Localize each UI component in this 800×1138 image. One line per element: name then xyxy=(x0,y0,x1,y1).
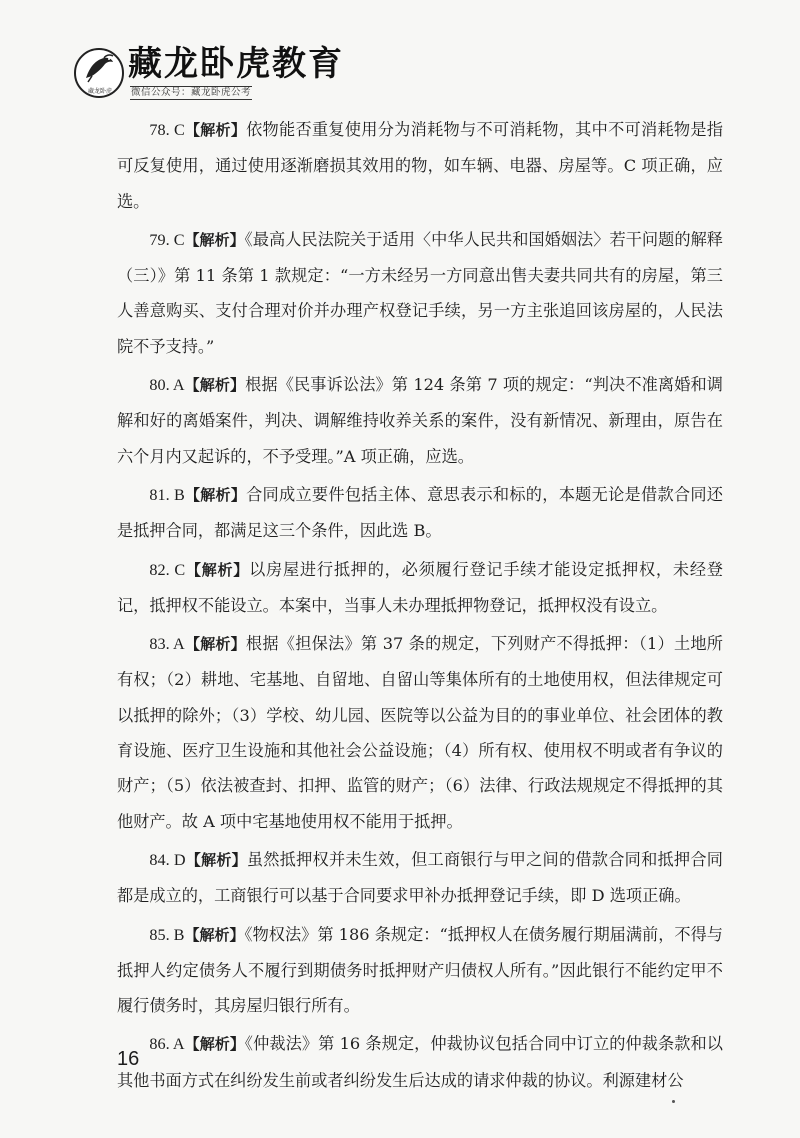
answer-paragraph xyxy=(117,842,723,914)
analysis-tag: 【解析】 xyxy=(185,560,250,579)
answer-number: 79. C xyxy=(149,230,185,249)
brand-logo xyxy=(74,48,124,98)
answer-number: 80. A xyxy=(149,376,185,395)
answer-paragraph xyxy=(117,367,723,474)
answer-text: 《最高人民法院关于适用〈中华人民共和国婚姻法〉若干问题的解释（三）》第 11 条第 1 款规定：“一方未经另一方同意出售夫妻共同共有的房屋，第三人善意购买、支付合理对价并办理产权登记手续，另一方主张追回该房屋的，人民法院不予支持。” xyxy=(117,229,723,356)
answer-text: 《仲裁法》第 16 条规定，仲裁协议包括合同中订立的仲裁条款和以其他书面方式在纠纷发生前或者纠纷发生后达成的请求仲裁的协议。利源建材公 xyxy=(117,1034,723,1090)
page-header xyxy=(74,44,374,104)
brand-title: 藏龙卧虎教育 xyxy=(128,44,344,84)
answer-number: 83. A xyxy=(149,635,185,654)
analysis-tag: 【解析】 xyxy=(184,230,245,249)
analysis-tag: 【解析】 xyxy=(184,485,247,504)
scan-dot xyxy=(672,1100,675,1103)
answer-paragraph xyxy=(117,626,723,839)
answer-number: 82. C xyxy=(149,560,186,579)
answer-number: 86. A xyxy=(149,1035,185,1054)
answer-text: 《物权法》第 186 条规定：“抵押权人在债务履行期届满前，不得与抵押人约定债务人不履行到期债务时抵押财产归债权人所有。”因此银行不能约定甲不履行债务时，其房屋归银行所有。 xyxy=(117,924,723,1016)
answer-explanations xyxy=(117,112,723,1101)
answer-number: 78. C xyxy=(149,121,185,139)
analysis-tag: 【解析】 xyxy=(184,635,246,654)
answer-paragraph xyxy=(117,917,723,1024)
answer-number: 85. B xyxy=(149,925,185,944)
answer-text: 根据《担保法》第 37 条的规定，下列财产不得抵押：（1）土地所有权；（2）耕地、宅基地、自留地、自留山等集体所有的土地使用权，但法律规定可以抵押的除外；（3）学校、幼儿园、医院等以公益为目的的事业单位、社会团体的教育设施、医疗卫生设施和其他社会公益设施；（4）所有权、使用权不明或者有争议的财产；（5）依法被查封、扣押、监管的财产；（6）法律、行政法规规定不得抵押的其他财产。故 A 项中宅基地使用权不能用于抵押。 xyxy=(117,634,723,831)
answer-paragraph xyxy=(117,477,723,549)
answer-paragraph xyxy=(117,222,723,364)
answer-text: 以房屋进行抵押的，必须履行登记手续才能设定抵押权，未经登记，抵押权不能设立。本案中，当事人未办理抵押物登记，抵押权没有设立。 xyxy=(117,559,723,615)
answer-text: 虽然抵押权并未生效，但工商银行与甲之间的借款合同和抵押合同都是成立的，工商银行可以基于合同要求甲补办抵押登记手续，即 D 选项正确。 xyxy=(117,849,723,906)
logo-text: 藏龙卧虎 xyxy=(88,88,113,95)
answer-paragraph xyxy=(117,1026,723,1098)
analysis-tag: 【解析】 xyxy=(184,376,246,395)
analysis-tag: 【解析】 xyxy=(184,925,245,944)
answer-text: 依物能否重复使用分为消耗物与不可消耗物，其中不可消耗物是指可反复使用，通过使用逐渐磨损其效用的物，如车辆、电器、房屋等。C 项正确，应选。 xyxy=(117,120,723,211)
answer-text: 根据《民事诉讼法》第 124 条第 7 项的规定：“判决不准离婚和调解和好的离婚案件，判决、调解维持收养关系的案件，没有新情况、新理由，原告在六个月内又起诉的，不予受理。”A 项正确，应选。 xyxy=(117,375,723,466)
analysis-tag: 【解析】 xyxy=(184,121,247,139)
page-number: 16 xyxy=(117,1048,140,1070)
answer-paragraph xyxy=(117,552,723,624)
analysis-tag: 【解析】 xyxy=(184,1035,245,1054)
analysis-tag: 【解析】 xyxy=(185,850,247,869)
answer-text: 合同成立要件包括主体、意思表示和标的，本题无论是借款合同还是抵押合同，都满足这三个条件，因此选 B。 xyxy=(117,484,723,541)
brand-subtitle: 微信公众号：藏龙卧虎公考 xyxy=(131,87,252,98)
answer-number: 81. B xyxy=(149,485,185,504)
bird-logo-icon xyxy=(80,52,120,86)
answer-paragraph xyxy=(117,112,723,219)
answer-number: 84. D xyxy=(149,850,186,869)
